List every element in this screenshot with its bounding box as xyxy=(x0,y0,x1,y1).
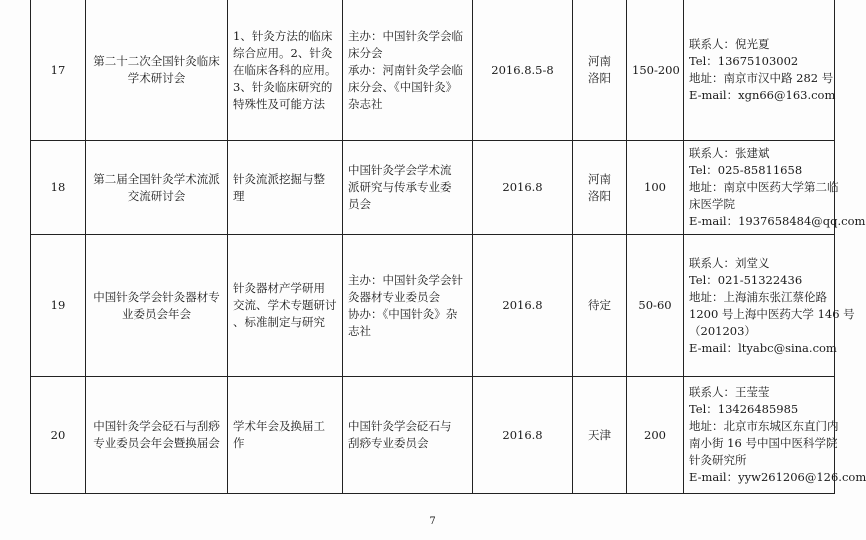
topic-cell-line: 1、针灸方法的临床 xyxy=(233,28,333,43)
attendance-cell xyxy=(627,141,684,235)
contact-cell-line: Tel：13675103002 xyxy=(689,54,799,68)
location-cell xyxy=(573,141,627,235)
contact-cell-line: E-mail：yyw261206@126.com xyxy=(689,470,866,484)
contact-cell-line: 联系人：王莹莹 xyxy=(689,385,770,399)
row-number-cell-text: 17 xyxy=(50,62,66,77)
organizer-cell xyxy=(343,141,473,235)
organizer-cell-line: 承办：河南针灸学会临 xyxy=(348,62,463,77)
date-cell xyxy=(473,377,573,494)
contact-cell-line: 南小街 16 号中国中医科学院 xyxy=(689,436,838,450)
meeting-name-cell xyxy=(86,141,228,235)
row-number-cell-text: 18 xyxy=(50,180,66,194)
contact-cell-line: 联系人：张建斌 xyxy=(689,146,770,160)
date-cell-text: 2016.8 xyxy=(502,298,543,312)
organizer-cell xyxy=(343,0,473,141)
table-row xyxy=(31,235,835,377)
organizer-cell-line: 志社 xyxy=(348,323,371,338)
contact-cell xyxy=(684,0,835,141)
location-cell-line: 河南 xyxy=(588,54,611,68)
organizer-cell-line: 床分会 xyxy=(348,45,383,60)
contact-cell-line: 联系人：刘堂义 xyxy=(689,255,770,270)
organizer-cell-line: 刮痧专业委员会 xyxy=(348,436,429,450)
contact-cell xyxy=(684,141,866,235)
page-number: 7 xyxy=(429,516,436,527)
organizer-cell-line: 员会 xyxy=(348,197,371,211)
organizer-cell-line: 主办：中国针灸学会针 xyxy=(348,272,463,287)
meeting-name-cell-text: 中国针灸学会砭石与刮痧专业委员会年会暨换届会 xyxy=(93,419,220,450)
topic-cell-line: 理 xyxy=(233,188,245,203)
meeting-name-cell xyxy=(86,377,228,494)
contact-cell-line: 1200 号上海中医药大学 146 号 xyxy=(689,306,855,321)
contact-cell-line: 床医学院 xyxy=(689,197,735,211)
organizer-cell xyxy=(343,377,473,494)
conference-table xyxy=(30,0,866,494)
organizer-cell-line: 主办：中国针灸学会临 xyxy=(348,28,463,43)
topic-cell-line: 作 xyxy=(233,436,245,450)
topic-cell-line: 针灸流派挖掘与整 xyxy=(233,171,325,186)
attendance-cell xyxy=(627,235,684,377)
row-number-cell-text: 19 xyxy=(50,298,66,312)
topic-cell-line: 针灸器材产学研用 xyxy=(233,281,325,295)
topic-cell xyxy=(228,377,343,494)
topic-cell xyxy=(228,141,343,235)
contact-cell xyxy=(684,377,866,494)
date-cell-text: 2016.8.5-8 xyxy=(491,62,554,77)
date-cell-text: 2016.8 xyxy=(502,427,543,442)
topic-cell xyxy=(228,235,343,377)
date-cell xyxy=(473,141,573,235)
contact-cell-line: Tel：13426485985 xyxy=(689,402,799,416)
attendance-cell-text: 100 xyxy=(644,180,666,194)
location-cell xyxy=(573,377,627,494)
contact-cell-line: E-mail：ltyabc@sina.com xyxy=(689,340,837,355)
date-cell xyxy=(473,0,573,141)
topic-cell-line: 交流、学术专题研讨 xyxy=(233,298,337,312)
organizer-cell-line: 派研究与传承专业委 xyxy=(348,180,452,194)
location-cell-line: 洛阳 xyxy=(588,71,611,85)
row-number-cell-text: 20 xyxy=(50,427,66,442)
row-number-cell xyxy=(31,0,86,141)
meeting-name-cell xyxy=(86,235,228,377)
location-cell-line: 洛阳 xyxy=(588,188,611,203)
attendance-cell xyxy=(627,377,684,494)
contact-cell-line: 地址：北京市东城区东直门内 xyxy=(689,419,839,433)
location-cell xyxy=(573,235,627,377)
organizer-cell xyxy=(343,235,473,377)
contact-cell-line: 联系人：倪光夏 xyxy=(689,37,770,51)
contact-cell-line: E-mail：xgn66@163.com xyxy=(689,88,836,102)
table-row xyxy=(31,377,835,494)
topic-cell-line: 特殊性及可能方法 xyxy=(233,96,325,111)
contact-cell-line: （201203） xyxy=(689,323,756,338)
location-cell-line: 待定 xyxy=(588,298,611,312)
organizer-cell-line: 中国针灸学会学术流 xyxy=(348,163,452,177)
organizer-cell-line: 床分会、《中国针灸》 xyxy=(348,79,458,94)
topic-cell-line: 在临床各科的应用。 xyxy=(233,62,337,77)
contact-cell xyxy=(684,235,855,377)
topic-cell xyxy=(228,0,343,141)
location-cell xyxy=(573,0,627,141)
date-cell-text: 2016.8 xyxy=(502,180,543,194)
topic-cell-line: 综合应用。2、针灸 xyxy=(233,45,333,60)
topic-cell-line: 学术年会及换届工 xyxy=(233,419,325,433)
table-row xyxy=(31,141,835,235)
date-cell xyxy=(473,235,573,377)
organizer-cell-line: 杂志社 xyxy=(348,96,383,111)
organizer-cell-line: 协办：《中国针灸》杂 xyxy=(348,306,458,321)
meeting-name-cell xyxy=(86,0,228,141)
attendance-cell-text: 150-200 xyxy=(632,62,680,77)
contact-cell-line: 地址：南京市汉中路 282 号 xyxy=(689,71,834,85)
contact-cell-line: E-mail：1937658484@qq.com xyxy=(689,214,866,228)
table-row xyxy=(31,0,835,141)
organizer-cell-line: 灸器材专业委员会 xyxy=(348,289,440,304)
meeting-name-cell-text: 第二届全国针灸学术流派交流研讨会 xyxy=(93,171,220,203)
location-cell-line: 河南 xyxy=(588,171,611,186)
attendance-cell xyxy=(627,0,684,141)
row-number-cell xyxy=(31,377,86,494)
row-number-cell xyxy=(31,235,86,377)
contact-cell-line: 地址：南京中医药大学第二临 xyxy=(689,180,839,194)
row-number-cell xyxy=(31,141,86,235)
attendance-cell-text: 200 xyxy=(644,427,666,442)
topic-cell-line: 3、针灸临床研究的 xyxy=(233,79,333,94)
meeting-name-cell-text: 中国针灸学会针灸器材专业委员会年会 xyxy=(93,289,220,321)
meeting-name-cell-text: 第二十二次全国针灸临床学术研讨会 xyxy=(93,54,220,85)
contact-cell-line: Tel：021-51322436 xyxy=(689,272,803,287)
contact-cell-line: 地址：上海浦东张江蔡伦路 xyxy=(689,289,827,304)
topic-cell-line: 、标准制定与研究 xyxy=(233,315,325,329)
organizer-cell-line: 中国针灸学会砭石与 xyxy=(348,419,452,433)
contact-cell-line: Tel：025-85811658 xyxy=(689,163,803,177)
contact-cell-line: 针灸研究所 xyxy=(689,453,747,467)
location-cell-line: 天津 xyxy=(588,427,611,442)
attendance-cell-text: 50-60 xyxy=(638,298,672,312)
